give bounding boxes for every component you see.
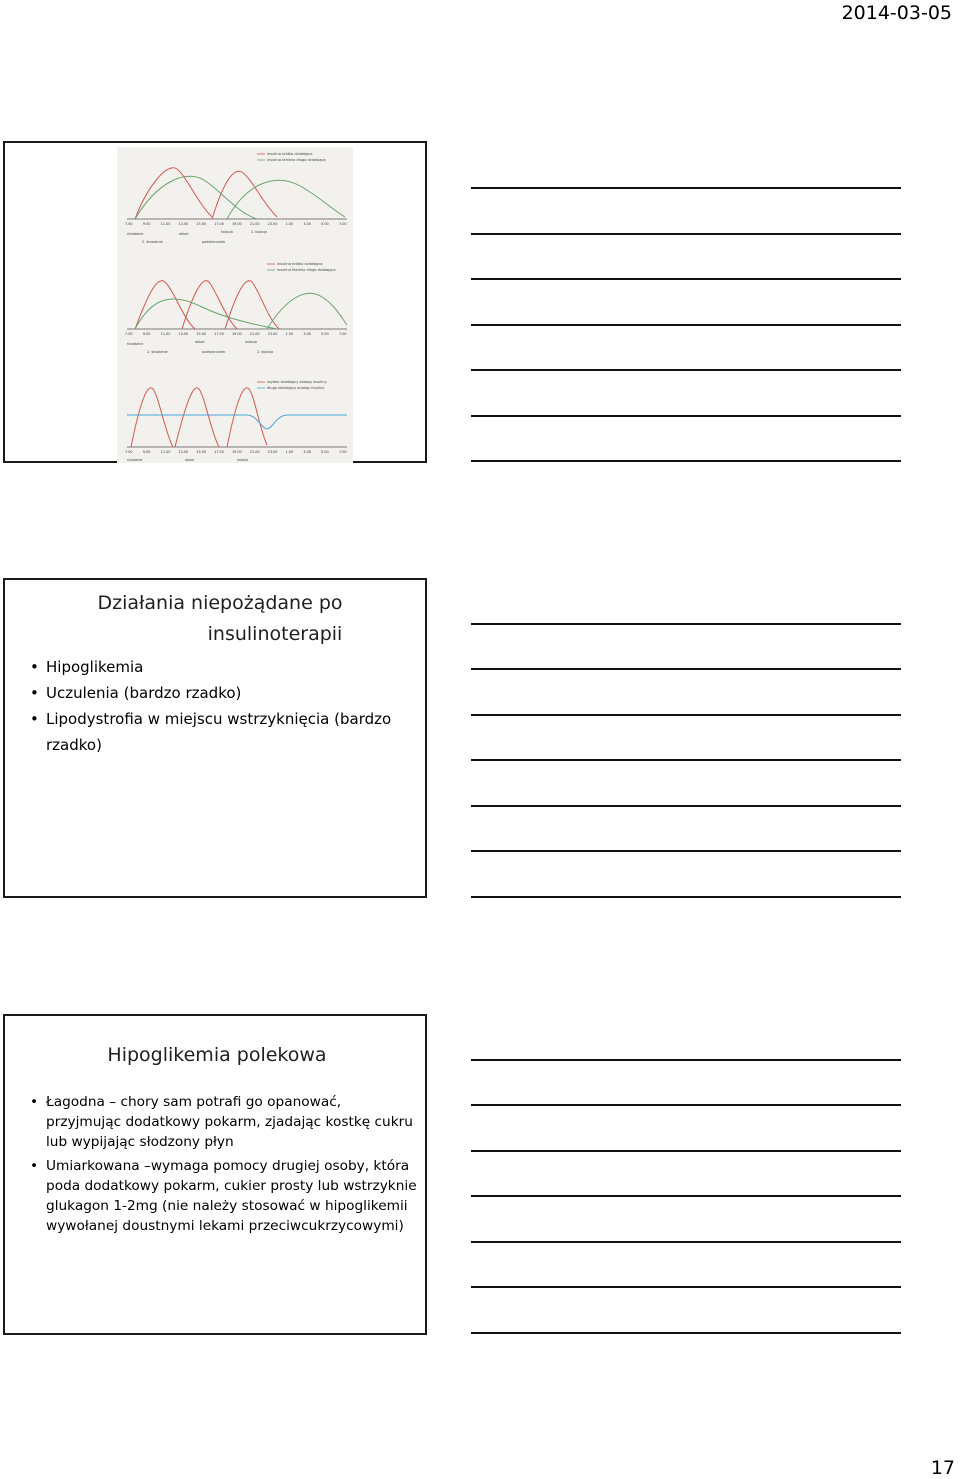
time-tick-label: 5.00 xyxy=(321,332,329,336)
panel-1-legend-short: insulina krótko działająca xyxy=(267,152,313,156)
time-tick-label: 11.00 xyxy=(160,450,171,454)
time-tick-label: 7.00 xyxy=(339,332,347,336)
time-tick-label: 15.00 xyxy=(196,450,207,454)
time-tick-label: 19.00 xyxy=(232,332,242,336)
panel-1-meal: 2. kolacja xyxy=(251,230,268,234)
title-line-2: insulinoterapii xyxy=(207,623,343,645)
time-tick-label: 3.00 xyxy=(303,332,311,336)
panel-2-meal: podwieczorek xyxy=(202,350,226,354)
panel-1-meal: 2. śniadanie xyxy=(142,240,163,244)
panel-3-legend-short: szybko działający analog insuliny xyxy=(267,380,327,384)
slide-title xyxy=(25,588,415,650)
time-tick-label: 11.00 xyxy=(160,222,171,226)
panel-3-meal: obiad xyxy=(185,458,194,462)
time-tick-label: 15.00 xyxy=(196,222,207,226)
time-tick-label: 17.00 xyxy=(214,450,224,454)
panel-2-legend-medium: insulina średnio długo działająca xyxy=(277,268,336,272)
time-tick-label: 21.00 xyxy=(249,222,260,226)
bullet-list xyxy=(27,654,417,758)
panel-1-meal: kolacja xyxy=(221,230,233,234)
time-tick-label: 13.00 xyxy=(178,222,189,226)
time-tick-label: 3.00 xyxy=(303,222,311,226)
time-tick-label: 13.00 xyxy=(178,450,189,454)
time-tick-label: 5.00 xyxy=(321,222,329,226)
slide-drug-hypoglycemia xyxy=(3,1014,427,1335)
panel-2-meal: śniadanie xyxy=(127,342,144,346)
time-tick-label: 9.00 xyxy=(142,450,151,454)
bullet-item: • Uczulenia (bardzo rzadko) xyxy=(27,680,417,706)
time-tick-label: 3.00 xyxy=(303,450,311,454)
panel-3-meal: śniadanie xyxy=(127,458,143,462)
time-tick-label: 7.00 xyxy=(125,450,133,454)
panel-1-meal: obiad xyxy=(179,232,189,236)
panel-1-legend-medium: insulina średnio długo działająca xyxy=(267,158,326,162)
header-date: 2014-03-05 xyxy=(841,2,952,24)
panel-1-meal: podwieczorek xyxy=(202,240,226,244)
time-tick-label: 9.00 xyxy=(142,222,151,226)
time-tick-label: 5.00 xyxy=(321,450,329,454)
insulin-profiles-figure xyxy=(117,147,353,463)
time-tick-label: 1.00 xyxy=(285,450,294,454)
bullet-list xyxy=(27,1092,419,1236)
time-tick-label: 7.00 xyxy=(125,332,133,336)
time-tick-label: 21.00 xyxy=(249,332,260,336)
panel-2-meal: obiad xyxy=(195,340,205,344)
panel-3-meal: kolacja xyxy=(237,458,249,462)
page-number: 17 xyxy=(930,1457,955,1479)
panel-2-legend-short: insulina krótko działająca xyxy=(277,262,323,266)
panel-2-meal: kolacja xyxy=(245,340,257,344)
time-tick-label: 7.00 xyxy=(339,450,347,454)
slide-adverse-effects xyxy=(3,578,427,898)
time-tick-label: 17.00 xyxy=(214,222,224,226)
time-tick-label: 23.00 xyxy=(267,222,278,226)
time-tick-label: 19.00 xyxy=(232,222,242,226)
time-tick-label: 15.00 xyxy=(196,332,207,336)
time-tick-label: 1.00 xyxy=(285,222,294,226)
time-tick-label: 7.00 xyxy=(339,222,347,226)
time-tick-label: 13.00 xyxy=(178,332,189,336)
time-tick-label: 23.00 xyxy=(267,332,278,336)
panel-2-meal: 2. kolacja xyxy=(257,350,274,354)
bullet-item: • Lipodystrofia w miejscu wstrzyknięcia (bardzo rzadko) xyxy=(27,706,417,758)
time-tick-label: 23.00 xyxy=(267,450,278,454)
time-tick-label: 11.00 xyxy=(160,332,171,336)
slide-insulin-profiles xyxy=(3,141,427,463)
slide-title: Hipoglikemia polekowa xyxy=(107,1044,327,1066)
title-line-1: Działania niepożądane po xyxy=(97,592,343,614)
bullet-item: • Umiarkowana –wymaga pomocy drugiej osoby, która poda dodatkowy pokarm, cukier prosty lub wstrzyknie glukagon 1-2mg (nie należy stosować w hipoglikemii wywołanej doustnymi lekami przeciwcukrzycowymi) xyxy=(27,1156,419,1236)
bullet-item: • Łagodna – chory sam potrafi go opanować, przyjmując dodatkowy pokarm, zjadając kostkę cukru lub wypijając słodzony płyn xyxy=(27,1092,419,1152)
panel-1-meal: śniadanie xyxy=(127,232,144,236)
time-tick-label: 9.00 xyxy=(142,332,151,336)
time-tick-label: 1.00 xyxy=(285,332,294,336)
time-tick-label: 7.00 xyxy=(125,222,133,226)
panel-3-legend-long: długo działający analog insuliny xyxy=(267,386,325,390)
time-tick-label: 19.00 xyxy=(232,450,242,454)
time-tick-label: 17.00 xyxy=(214,332,224,336)
bullet-item: • Hipoglikemia xyxy=(27,654,417,680)
time-tick-label: 21.00 xyxy=(249,450,260,454)
panel-2-meal: 2. śniadanie xyxy=(147,350,168,354)
